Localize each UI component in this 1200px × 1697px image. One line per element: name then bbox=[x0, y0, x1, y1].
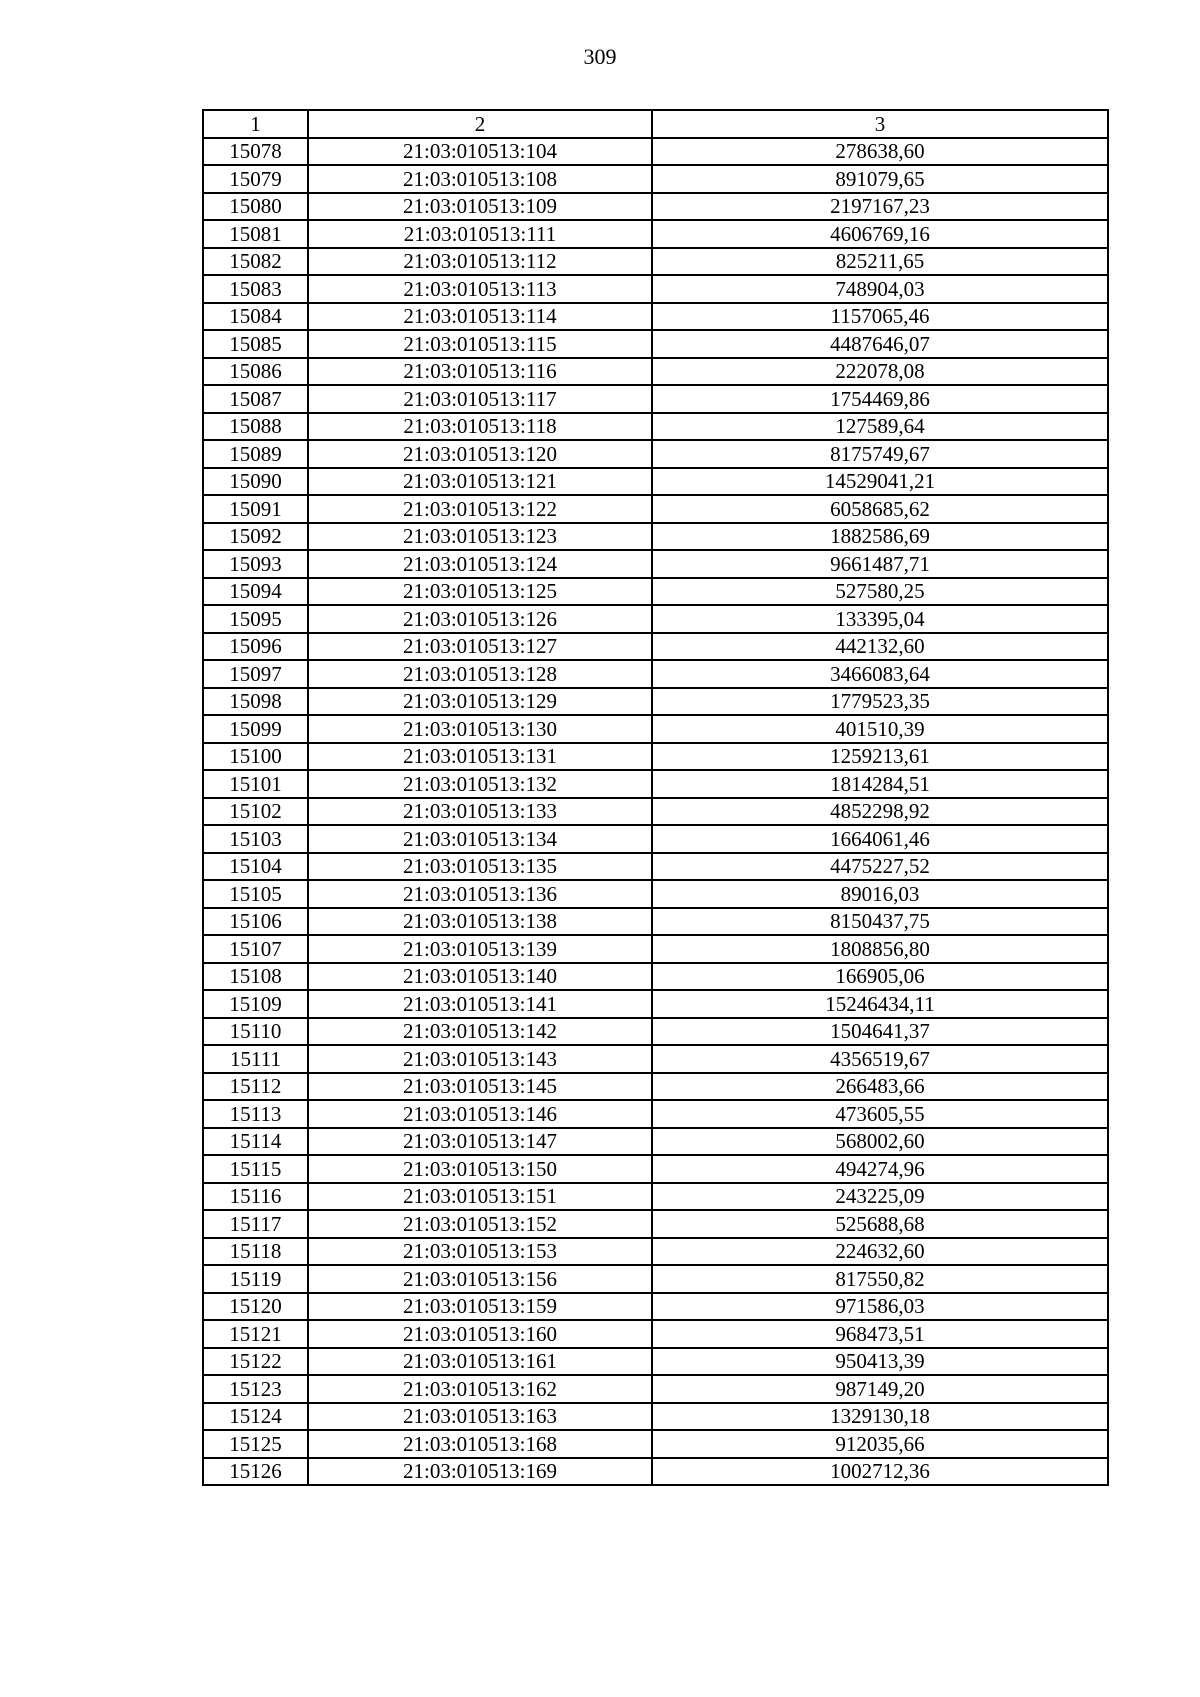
row-number-cell: 15120 bbox=[203, 1293, 308, 1321]
cadastral-number-cell: 21:03:010513:160 bbox=[308, 1320, 652, 1348]
cadastral-number-cell: 21:03:010513:123 bbox=[308, 523, 652, 551]
table-row bbox=[203, 825, 1108, 853]
cadastral-number-cell: 21:03:010513:136 bbox=[308, 880, 652, 908]
table-row bbox=[203, 990, 1108, 1018]
value-cell: 4852298,92 bbox=[652, 798, 1108, 826]
cadastral-number-cell: 21:03:010513:120 bbox=[308, 440, 652, 468]
cadastral-number-cell: 21:03:010513:139 bbox=[308, 935, 652, 963]
cadastral-number-cell: 21:03:010513:112 bbox=[308, 248, 652, 276]
value-cell: 473605,55 bbox=[652, 1100, 1108, 1128]
value-cell: 1157065,46 bbox=[652, 303, 1108, 331]
value-cell: 133395,04 bbox=[652, 605, 1108, 633]
value-cell: 987149,20 bbox=[652, 1375, 1108, 1403]
table-row bbox=[203, 853, 1108, 881]
row-number-cell: 15083 bbox=[203, 275, 308, 303]
cadastral-number-cell: 21:03:010513:134 bbox=[308, 825, 652, 853]
value-cell: 266483,66 bbox=[652, 1073, 1108, 1101]
value-cell: 1259213,61 bbox=[652, 743, 1108, 771]
cadastral-number-cell: 21:03:010513:159 bbox=[308, 1293, 652, 1321]
row-number-cell: 15094 bbox=[203, 578, 308, 606]
column-header-3: 3 bbox=[652, 110, 1108, 138]
cadastral-number-cell: 21:03:010513:130 bbox=[308, 715, 652, 743]
cadastral-number-cell: 21:03:010513:116 bbox=[308, 358, 652, 386]
cadastral-number-cell: 21:03:010513:145 bbox=[308, 1073, 652, 1101]
cadastral-number-cell: 21:03:010513:163 bbox=[308, 1403, 652, 1431]
table-row bbox=[203, 1265, 1108, 1293]
value-cell: 3466083,64 bbox=[652, 660, 1108, 688]
table-header-row bbox=[203, 110, 1108, 138]
row-number-cell: 15103 bbox=[203, 825, 308, 853]
cadastral-number-cell: 21:03:010513:114 bbox=[308, 303, 652, 331]
cadastral-number-cell: 21:03:010513:122 bbox=[308, 495, 652, 523]
table-row bbox=[203, 165, 1108, 193]
cadastral-number-cell: 21:03:010513:152 bbox=[308, 1210, 652, 1238]
row-number-cell: 15080 bbox=[203, 193, 308, 221]
row-number-cell: 15091 bbox=[203, 495, 308, 523]
table-row bbox=[203, 1320, 1108, 1348]
row-number-cell: 15093 bbox=[203, 550, 308, 578]
cadastral-number-cell: 21:03:010513:153 bbox=[308, 1238, 652, 1266]
value-cell: 2197167,23 bbox=[652, 193, 1108, 221]
row-number-cell: 15118 bbox=[203, 1238, 308, 1266]
table-row bbox=[203, 303, 1108, 331]
cadastral-number-cell: 21:03:010513:133 bbox=[308, 798, 652, 826]
row-number-cell: 15121 bbox=[203, 1320, 308, 1348]
value-cell: 9661487,71 bbox=[652, 550, 1108, 578]
table-row bbox=[203, 770, 1108, 798]
value-cell: 127589,64 bbox=[652, 413, 1108, 441]
row-number-cell: 15124 bbox=[203, 1403, 308, 1431]
cadastral-number-cell: 21:03:010513:161 bbox=[308, 1348, 652, 1376]
value-cell: 1882586,69 bbox=[652, 523, 1108, 551]
row-number-cell: 15096 bbox=[203, 633, 308, 661]
cadastral-number-cell: 21:03:010513:115 bbox=[308, 330, 652, 358]
table-row bbox=[203, 1238, 1108, 1266]
table-row bbox=[203, 1045, 1108, 1073]
row-number-cell: 15111 bbox=[203, 1045, 308, 1073]
value-cell: 1808856,80 bbox=[652, 935, 1108, 963]
row-number-cell: 15098 bbox=[203, 688, 308, 716]
value-cell: 1754469,86 bbox=[652, 385, 1108, 413]
row-number-cell: 15113 bbox=[203, 1100, 308, 1128]
row-number-cell: 15090 bbox=[203, 468, 308, 496]
row-number-cell: 15085 bbox=[203, 330, 308, 358]
cadastral-number-cell: 21:03:010513:138 bbox=[308, 908, 652, 936]
table-row bbox=[203, 633, 1108, 661]
table-row bbox=[203, 385, 1108, 413]
cadastral-number-cell: 21:03:010513:127 bbox=[308, 633, 652, 661]
cadastral-number-cell: 21:03:010513:140 bbox=[308, 963, 652, 991]
cadastral-number-cell: 21:03:010513:131 bbox=[308, 743, 652, 771]
row-number-cell: 15114 bbox=[203, 1128, 308, 1156]
row-number-cell: 15084 bbox=[203, 303, 308, 331]
table-row bbox=[203, 660, 1108, 688]
row-number-cell: 15079 bbox=[203, 165, 308, 193]
row-number-cell: 15104 bbox=[203, 853, 308, 881]
cadastral-number-cell: 21:03:010513:104 bbox=[308, 138, 652, 166]
row-number-cell: 15117 bbox=[203, 1210, 308, 1238]
value-cell: 825211,65 bbox=[652, 248, 1108, 276]
table-row bbox=[203, 1210, 1108, 1238]
value-cell: 1779523,35 bbox=[652, 688, 1108, 716]
row-number-cell: 15097 bbox=[203, 660, 308, 688]
table-row bbox=[203, 880, 1108, 908]
row-number-cell: 15106 bbox=[203, 908, 308, 936]
cadastral-number-cell: 21:03:010513:118 bbox=[308, 413, 652, 441]
table-header bbox=[203, 110, 1108, 138]
value-cell: 4475227,52 bbox=[652, 853, 1108, 881]
row-number-cell: 15082 bbox=[203, 248, 308, 276]
value-cell: 278638,60 bbox=[652, 138, 1108, 166]
cadastral-number-cell: 21:03:010513:162 bbox=[308, 1375, 652, 1403]
row-number-cell: 15086 bbox=[203, 358, 308, 386]
cadastral-number-cell: 21:03:010513:150 bbox=[308, 1155, 652, 1183]
row-number-cell: 15119 bbox=[203, 1265, 308, 1293]
table-row bbox=[203, 1430, 1108, 1458]
value-cell: 1329130,18 bbox=[652, 1403, 1108, 1431]
cadastral-number-cell: 21:03:010513:108 bbox=[308, 165, 652, 193]
row-number-cell: 15126 bbox=[203, 1458, 308, 1486]
cadastral-number-cell: 21:03:010513:132 bbox=[308, 770, 652, 798]
row-number-cell: 15087 bbox=[203, 385, 308, 413]
value-cell: 525688,68 bbox=[652, 1210, 1108, 1238]
column-header-1: 1 bbox=[203, 110, 308, 138]
column-header-2: 2 bbox=[308, 110, 652, 138]
table-row bbox=[203, 1155, 1108, 1183]
row-number-cell: 15095 bbox=[203, 605, 308, 633]
table-row bbox=[203, 495, 1108, 523]
value-cell: 4356519,67 bbox=[652, 1045, 1108, 1073]
row-number-cell: 15109 bbox=[203, 990, 308, 1018]
value-cell: 950413,39 bbox=[652, 1348, 1108, 1376]
cadastral-number-cell: 21:03:010513:128 bbox=[308, 660, 652, 688]
table-row bbox=[203, 688, 1108, 716]
row-number-cell: 15107 bbox=[203, 935, 308, 963]
cadastral-number-cell: 21:03:010513:151 bbox=[308, 1183, 652, 1211]
value-cell: 817550,82 bbox=[652, 1265, 1108, 1293]
table-row bbox=[203, 550, 1108, 578]
data-table bbox=[202, 109, 1109, 1486]
cadastral-number-cell: 21:03:010513:117 bbox=[308, 385, 652, 413]
row-number-cell: 15100 bbox=[203, 743, 308, 771]
page-number: 309 bbox=[583, 44, 617, 69]
table-row bbox=[203, 1348, 1108, 1376]
cadastral-number-cell: 21:03:010513:147 bbox=[308, 1128, 652, 1156]
cadastral-number-cell: 21:03:010513:143 bbox=[308, 1045, 652, 1073]
value-cell: 89016,03 bbox=[652, 880, 1108, 908]
cadastral-number-cell: 21:03:010513:126 bbox=[308, 605, 652, 633]
table-row bbox=[203, 1183, 1108, 1211]
value-cell: 971586,03 bbox=[652, 1293, 1108, 1321]
value-cell: 224632,60 bbox=[652, 1238, 1108, 1266]
table-row bbox=[203, 1018, 1108, 1046]
table-row bbox=[203, 1128, 1108, 1156]
cadastral-number-cell: 21:03:010513:125 bbox=[308, 578, 652, 606]
table-row bbox=[203, 715, 1108, 743]
value-cell: 4487646,07 bbox=[652, 330, 1108, 358]
table-row bbox=[203, 358, 1108, 386]
table-row bbox=[203, 523, 1108, 551]
value-cell: 401510,39 bbox=[652, 715, 1108, 743]
cadastral-number-cell: 21:03:010513:121 bbox=[308, 468, 652, 496]
cadastral-number-cell: 21:03:010513:113 bbox=[308, 275, 652, 303]
value-cell: 442132,60 bbox=[652, 633, 1108, 661]
table-row bbox=[203, 275, 1108, 303]
table-row bbox=[203, 193, 1108, 221]
cadastral-number-cell: 21:03:010513:146 bbox=[308, 1100, 652, 1128]
row-number-cell: 15122 bbox=[203, 1348, 308, 1376]
row-number-cell: 15115 bbox=[203, 1155, 308, 1183]
table-row bbox=[203, 1293, 1108, 1321]
value-cell: 748904,03 bbox=[652, 275, 1108, 303]
table-row bbox=[203, 248, 1108, 276]
cadastral-number-cell: 21:03:010513:142 bbox=[308, 1018, 652, 1046]
table-row bbox=[203, 1403, 1108, 1431]
table-row bbox=[203, 743, 1108, 771]
value-cell: 4606769,16 bbox=[652, 220, 1108, 248]
value-cell: 222078,08 bbox=[652, 358, 1108, 386]
value-cell: 8175749,67 bbox=[652, 440, 1108, 468]
row-number-cell: 15101 bbox=[203, 770, 308, 798]
value-cell: 243225,09 bbox=[652, 1183, 1108, 1211]
cadastral-number-cell: 21:03:010513:111 bbox=[308, 220, 652, 248]
value-cell: 1814284,51 bbox=[652, 770, 1108, 798]
table-row bbox=[203, 440, 1108, 468]
row-number-cell: 15089 bbox=[203, 440, 308, 468]
table-row bbox=[203, 578, 1108, 606]
value-cell: 912035,66 bbox=[652, 1430, 1108, 1458]
value-cell: 166905,06 bbox=[652, 963, 1108, 991]
table-row bbox=[203, 220, 1108, 248]
table-row bbox=[203, 1100, 1108, 1128]
value-cell: 891079,65 bbox=[652, 165, 1108, 193]
row-number-cell: 15123 bbox=[203, 1375, 308, 1403]
value-cell: 1002712,36 bbox=[652, 1458, 1108, 1486]
row-number-cell: 15092 bbox=[203, 523, 308, 551]
table-row bbox=[203, 963, 1108, 991]
value-cell: 1504641,37 bbox=[652, 1018, 1108, 1046]
cadastral-number-cell: 21:03:010513:129 bbox=[308, 688, 652, 716]
row-number-cell: 15108 bbox=[203, 963, 308, 991]
table-row bbox=[203, 1073, 1108, 1101]
table-row bbox=[203, 1458, 1108, 1486]
row-number-cell: 15105 bbox=[203, 880, 308, 908]
table-row bbox=[203, 908, 1108, 936]
cadastral-number-cell: 21:03:010513:109 bbox=[308, 193, 652, 221]
value-cell: 568002,60 bbox=[652, 1128, 1108, 1156]
row-number-cell: 15102 bbox=[203, 798, 308, 826]
cadastral-number-cell: 21:03:010513:135 bbox=[308, 853, 652, 881]
table-body bbox=[203, 138, 1108, 1486]
table-row bbox=[203, 330, 1108, 358]
table-row bbox=[203, 138, 1108, 166]
row-number-cell: 15110 bbox=[203, 1018, 308, 1046]
table-row bbox=[203, 468, 1108, 496]
table-row bbox=[203, 605, 1108, 633]
table-row bbox=[203, 798, 1108, 826]
row-number-cell: 15112 bbox=[203, 1073, 308, 1101]
row-number-cell: 15088 bbox=[203, 413, 308, 441]
table-row bbox=[203, 935, 1108, 963]
cadastral-number-cell: 21:03:010513:169 bbox=[308, 1458, 652, 1486]
cadastral-number-cell: 21:03:010513:156 bbox=[308, 1265, 652, 1293]
row-number-cell: 15116 bbox=[203, 1183, 308, 1211]
row-number-cell: 15125 bbox=[203, 1430, 308, 1458]
value-cell: 968473,51 bbox=[652, 1320, 1108, 1348]
cadastral-number-cell: 21:03:010513:124 bbox=[308, 550, 652, 578]
value-cell: 14529041,21 bbox=[652, 468, 1108, 496]
cadastral-number-cell: 21:03:010513:168 bbox=[308, 1430, 652, 1458]
table-row bbox=[203, 413, 1108, 441]
value-cell: 1664061,46 bbox=[652, 825, 1108, 853]
value-cell: 494274,96 bbox=[652, 1155, 1108, 1183]
row-number-cell: 15099 bbox=[203, 715, 308, 743]
value-cell: 8150437,75 bbox=[652, 908, 1108, 936]
value-cell: 15246434,11 bbox=[652, 990, 1108, 1018]
value-cell: 527580,25 bbox=[652, 578, 1108, 606]
row-number-cell: 15081 bbox=[203, 220, 308, 248]
table-row bbox=[203, 1375, 1108, 1403]
value-cell: 6058685,62 bbox=[652, 495, 1108, 523]
row-number-cell: 15078 bbox=[203, 138, 308, 166]
cadastral-number-cell: 21:03:010513:141 bbox=[308, 990, 652, 1018]
